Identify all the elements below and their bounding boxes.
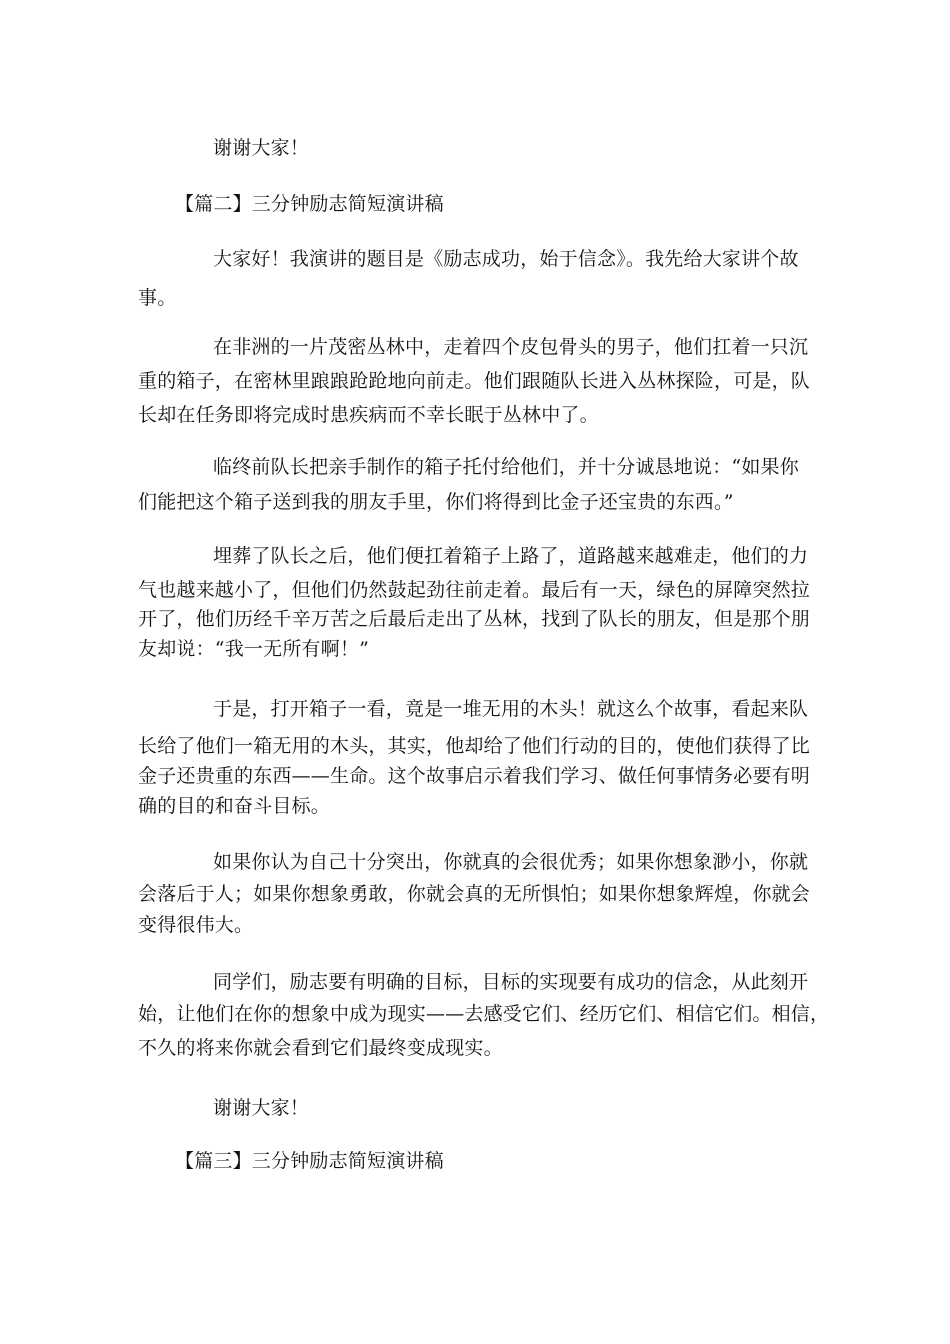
paragraph-line: 同学们，励志要有明确的目标，目标的实现要有成功的信念，从此刻开: [213, 971, 809, 993]
paragraph-line: 大家好！我演讲的题目是《励志成功，始于信念》。我先给大家讲个故: [213, 248, 799, 270]
paragraph-line: 友却说：“我一无所有啊！”: [138, 638, 370, 660]
paragraph-line: 确的目的和奋斗目标。: [138, 795, 331, 817]
paragraph-line: 们能把这个箱子送到我的朋友手里，你们将得到比金子还宝贵的东西。”: [138, 491, 734, 513]
paragraph-line: 重的箱子，在密林里踉踉跄跄地向前走。他们跟随队长进入丛林探险，可是，队: [138, 370, 811, 392]
paragraph-line: 变得很伟大。: [138, 914, 254, 936]
paragraph-line: 金子还贵重的东西——生命。这个故事启示着我们学习、做任何事情务必要有明: [138, 765, 811, 787]
paragraph-line: 如果你认为自己十分突出，你就真的会很优秀；如果你想象渺小，你就: [213, 851, 809, 873]
paragraph-line: 于是，打开箱子一看，竟是一堆无用的木头！就这么个故事，看起来队: [213, 698, 809, 720]
paragraph-line: 长给了他们一箱无用的木头，其实，他却给了他们行动的目的，使他们获得了比: [138, 735, 811, 757]
section-heading-3: 【篇三】三分钟励志简短演讲稿: [175, 1150, 444, 1172]
section-heading-2: 【篇二】三分钟励志简短演讲稿: [175, 193, 444, 215]
paragraph-line: 事。: [138, 287, 177, 309]
paragraph-line: 开了，他们历经千辛万苦之后最后走出了丛林，找到了队长的朋友，但是那个朋: [138, 608, 811, 630]
paragraph-line: 埋葬了队长之后，他们便扛着箱子上路了，道路越来越难走，他们的力: [213, 545, 809, 567]
paragraph-line: 不久的将来你就会看到它们最终变成现实。: [138, 1037, 503, 1059]
paragraph-line: 气也越来越小了，但他们仍然鼓起劲往前走着。最后有一天，绿色的屏障突然拉: [138, 579, 811, 601]
closing-thanks-1: 谢谢大家！: [213, 137, 310, 159]
paragraph-line: 会落后于人；如果你想象勇敢，你就会真的无所惧怕；如果你想象辉煌，你就会: [138, 883, 811, 905]
paragraph-line: 临终前队长把亲手制作的箱子托付给他们，并十分诚恳地说：“如果你: [213, 456, 799, 478]
closing-thanks-2: 谢谢大家！: [213, 1097, 310, 1119]
paragraph-line: 长却在任务即将完成时患疾病而不幸长眠于丛林中了。: [138, 404, 599, 426]
paragraph-line: 始，让他们在你的想象中成为现实——去感受它们、经历它们、相信它们。相信，: [138, 1003, 830, 1025]
paragraph-line: 在非洲的一片茂密丛林中，走着四个皮包骨头的男子，他们扛着一只沉: [213, 336, 809, 358]
